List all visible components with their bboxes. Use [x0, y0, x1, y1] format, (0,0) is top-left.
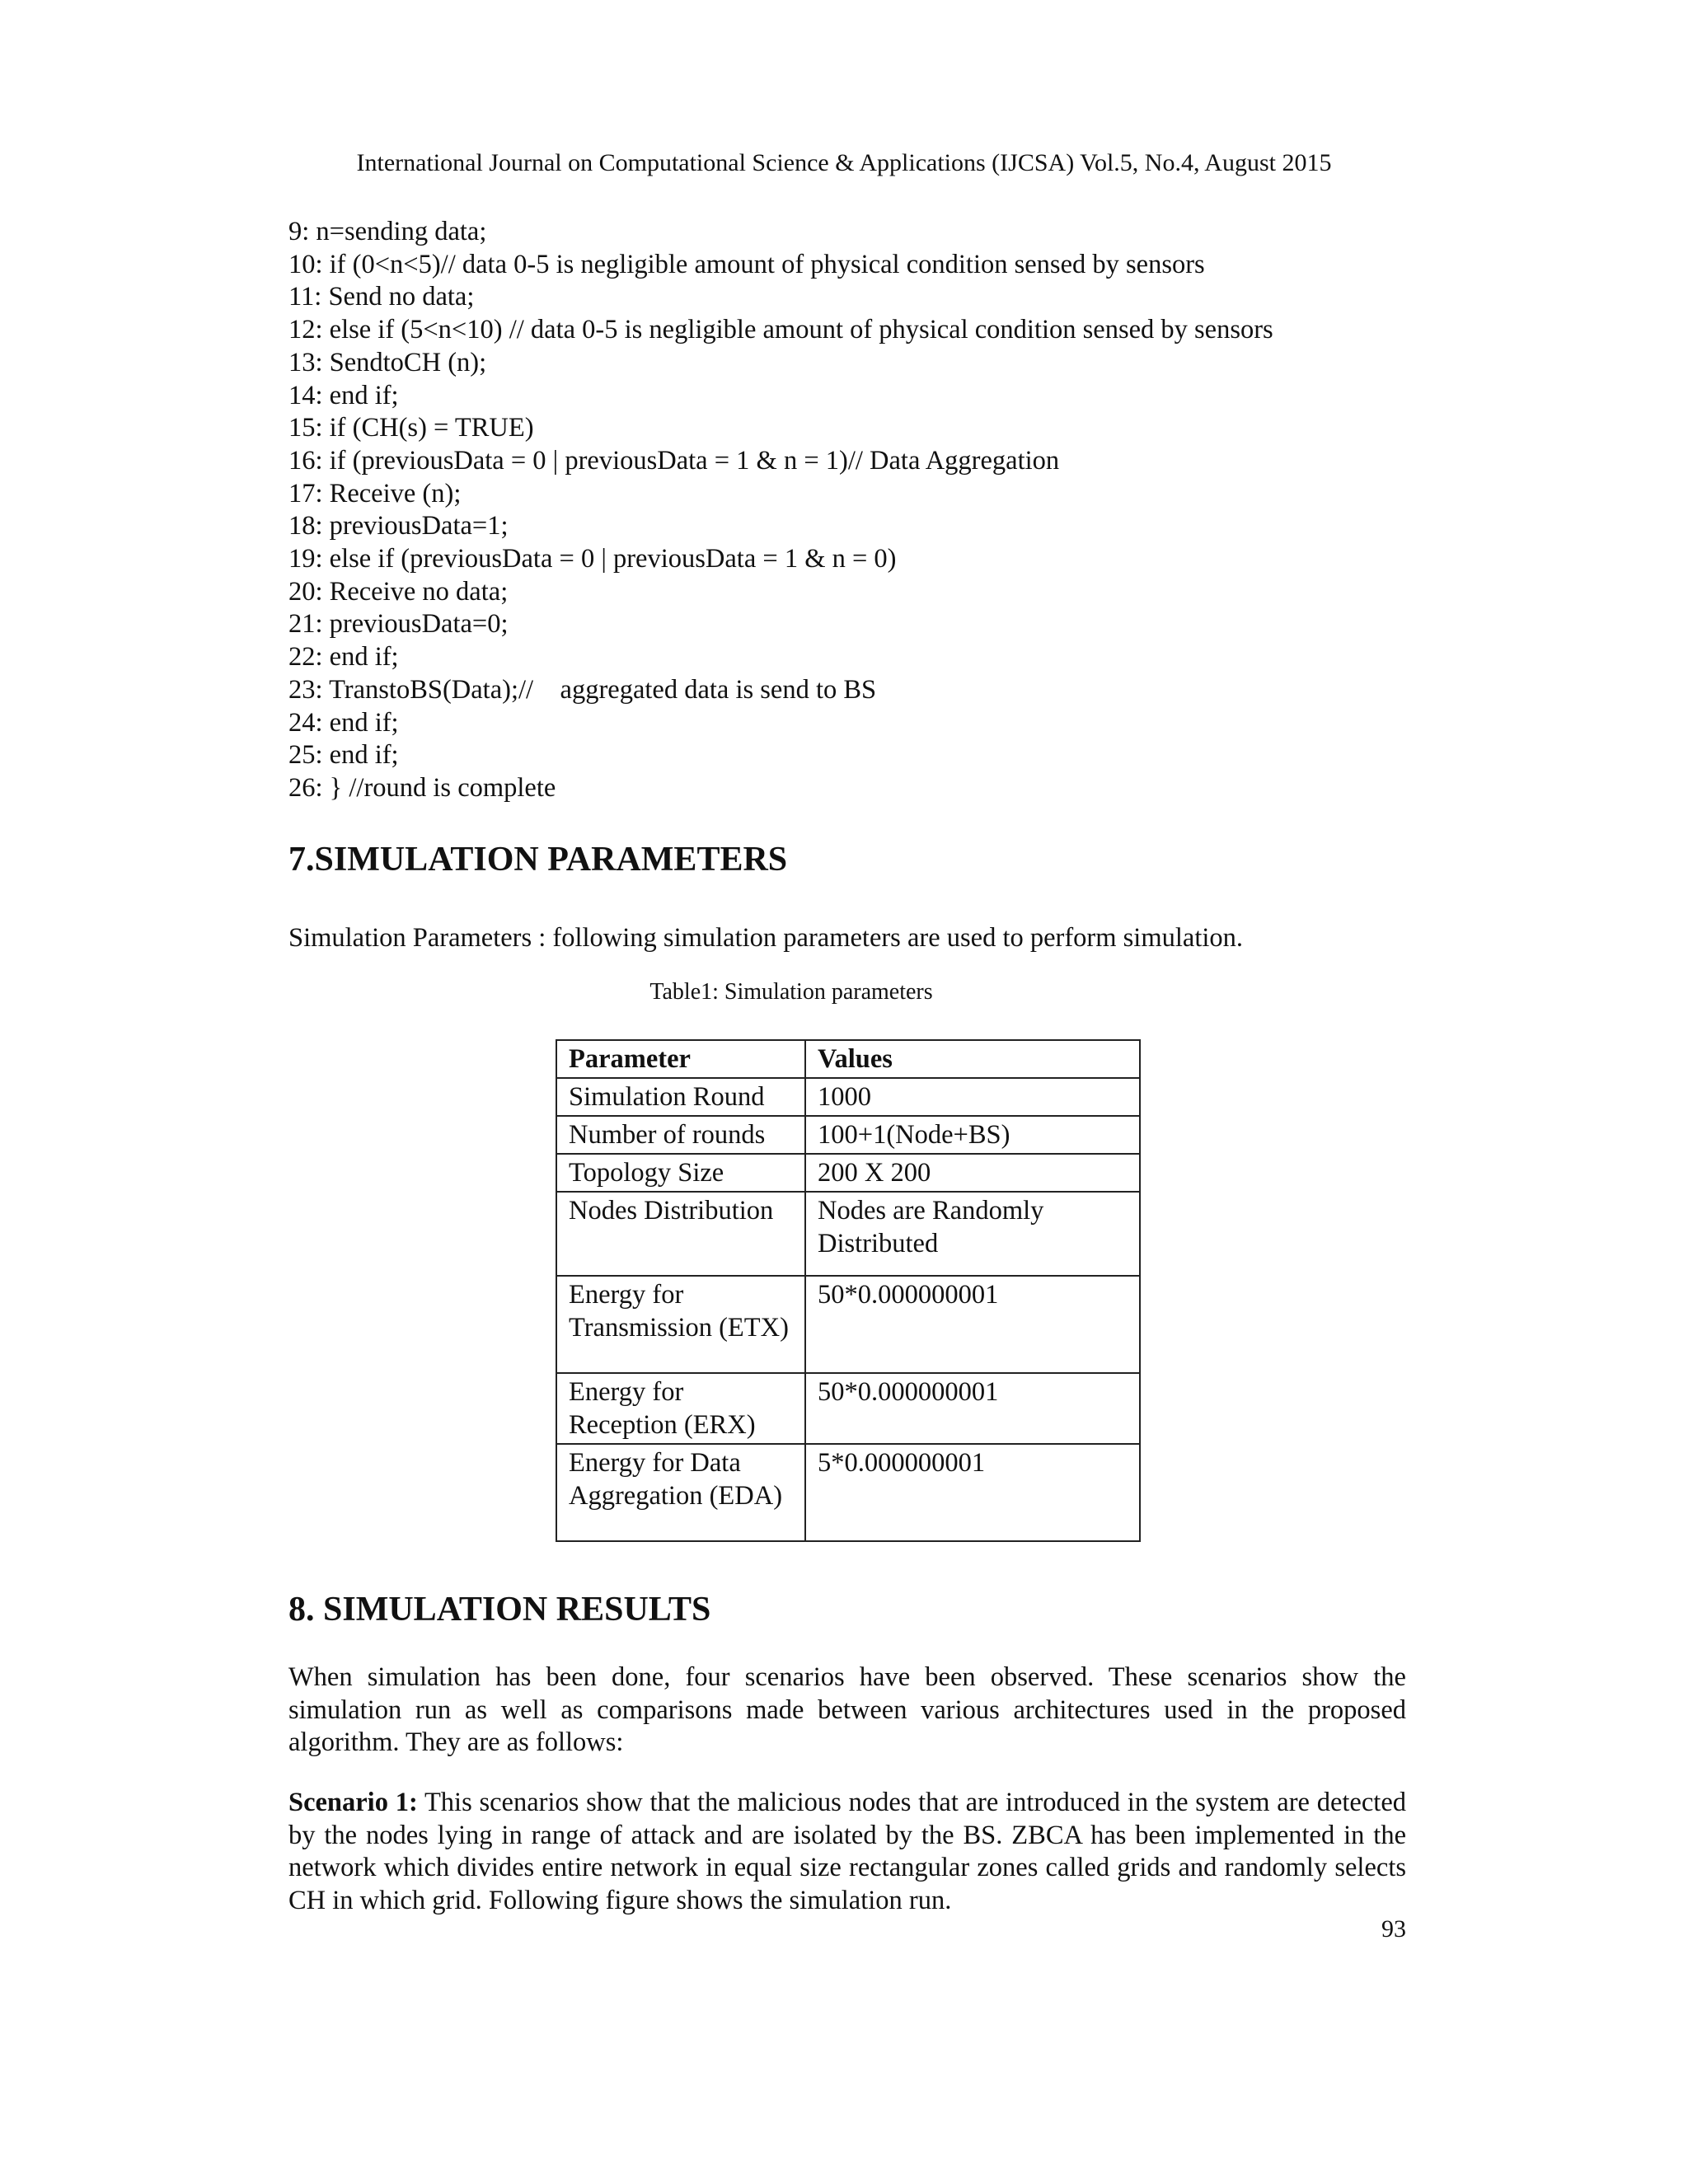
table-row — [556, 1276, 1140, 1373]
code-line: 20: Receive no data; — [288, 576, 509, 607]
section-7-heading: 7.SIMULATION PARAMETERS — [288, 841, 788, 879]
code-line: 19: else if (previousData = 0 | previousData = 1 & n = 0) — [288, 544, 897, 574]
table-row — [556, 1116, 1140, 1154]
scenario-1-text: This scenarios show that the malicious nodes that are introduced in the system are detected by the nodes lying in range of attack and are isolated by the BS. ZBCA has been implemented in the network which divides entire network in equal size rectangular zones called grids and randomly selects CH in which grid. Following figure shows the simulation run. — [288, 1788, 1406, 1915]
code-line: 14: end if; — [288, 380, 399, 410]
code-line: 16: if (previousData = 0 | previousData = 1 & n = 1)// Data Aggregation — [288, 445, 1060, 476]
code-line: 13: SendtoCH (n); — [288, 347, 487, 377]
code-line: 22: end if; — [288, 642, 399, 673]
results-paragraph: When simulation has been done, four scenarios have been observed. These scenarios show the simulation run as well as comparisons made between various architectures used in the proposed algorithm. They are as follows: — [288, 1662, 1406, 1757]
header-values: Values — [805, 1040, 1140, 1078]
code-line: 15: if (CH(s) = TRUE) — [288, 413, 534, 443]
parameter-cell: Topology Size — [556, 1154, 805, 1192]
table-row — [556, 1078, 1140, 1116]
table-caption: Table1: Simulation parameters — [649, 979, 933, 1005]
table-row — [556, 1192, 1140, 1276]
code-line: 9: n=sending data; — [288, 217, 487, 246]
parameter-cell: Simulation Round — [556, 1078, 805, 1116]
value-cell: 5*0.000000001 — [805, 1444, 1140, 1541]
running-header: International Journal on Computational Science & Applications (IJCSA) Vol.5, No.4, August 2015 — [356, 149, 1332, 176]
algorithm-code-block — [288, 216, 1426, 805]
parameter-cell: Energy for Reception (ERX) — [556, 1373, 805, 1444]
code-line: 23: TranstoBS(Data);// aggregated data is send to BS — [288, 674, 877, 705]
code-line: 12: else if (5<n<10) // data 0-5 is negligible amount of physical condition sensed by sensors — [288, 315, 1273, 345]
section-7-intro: Simulation Parameters : following simulation parameters are used to perform simulation. — [288, 923, 1244, 953]
code-line: 17: Receive (n); — [288, 478, 462, 509]
header-parameter: Parameter — [556, 1040, 805, 1078]
scenario-1-label: Scenario 1: — [288, 1788, 418, 1817]
section-8-heading: 8. SIMULATION RESULTS — [288, 1591, 711, 1629]
table-row — [556, 1444, 1140, 1541]
scenario-1-paragraph — [288, 1787, 1406, 1917]
parameter-cell: Number of rounds — [556, 1116, 805, 1154]
code-line: 26: } //round is complete — [288, 772, 556, 803]
code-line: 24: end if; — [288, 707, 399, 738]
parameter-cell: Energy for Transmission (ETX) — [556, 1276, 805, 1373]
code-line: 10: if (0<n<5)// data 0-5 is negligible amount of physical condition sensed by sensors — [288, 249, 1205, 279]
page-number: 93 — [1381, 1915, 1406, 1943]
value-cell: 1000 — [805, 1078, 1140, 1116]
code-line: 21: previousData=0; — [288, 609, 509, 640]
value-cell: 50*0.000000001 — [805, 1276, 1140, 1373]
parameter-cell: Energy for Data Aggregation (EDA) — [556, 1444, 805, 1541]
code-line: 11: Send no data; — [288, 282, 475, 312]
simulation-parameters-table — [556, 1039, 1141, 1542]
parameter-cell: Nodes Distribution — [556, 1192, 805, 1276]
value-cell: Nodes are Randomly Distributed — [805, 1192, 1140, 1276]
code-line: 25: end if; — [288, 740, 399, 771]
value-cell: 50*0.000000001 — [805, 1373, 1140, 1444]
code-line: 18: previousData=1; — [288, 511, 509, 541]
table-row — [556, 1373, 1140, 1444]
value-cell: 100+1(Node+BS) — [805, 1116, 1140, 1154]
value-cell: 200 X 200 — [805, 1154, 1140, 1192]
table-header-row — [556, 1040, 1140, 1078]
table-row — [556, 1154, 1140, 1192]
